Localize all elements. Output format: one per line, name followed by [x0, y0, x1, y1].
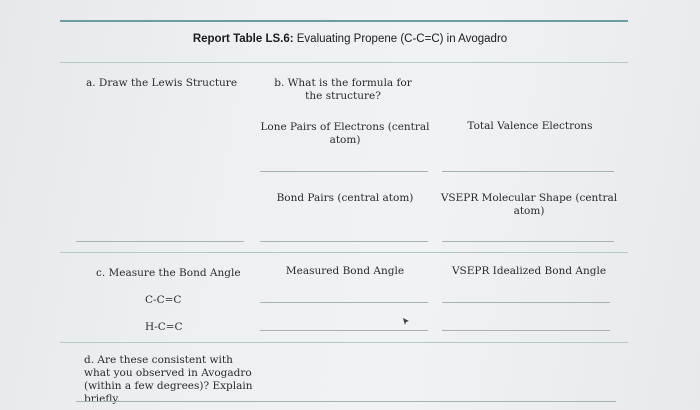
total-valence-answer-line[interactable] — [442, 171, 614, 172]
measured-angle-header: Measured Bond Angle — [285, 265, 405, 277]
lone-pairs-answer-line[interactable] — [260, 171, 428, 172]
title-bottom-rule — [60, 62, 628, 63]
section-divider-2 — [60, 342, 628, 343]
bond-pairs-answer-line[interactable] — [260, 241, 428, 242]
idealized-angle-header: VSEPR Idealized Bond Angle — [451, 265, 607, 277]
report-title-bold: Report Table LS.6: — [192, 33, 294, 45]
formula-label: b. What is the formula for the structure? — [274, 77, 412, 102]
lewis-structure-answer-line[interactable] — [76, 241, 244, 242]
ccc-measured-answer-line[interactable] — [260, 302, 428, 303]
angle-row-ccc-label: C-C=C — [145, 294, 182, 306]
bond-pairs-label: Bond Pairs (central atom) — [276, 192, 414, 204]
hcc-measured-answer-line[interactable] — [260, 330, 428, 331]
consistency-question: d. Are these consistent with what you observed in Avogadro (within a few degrees)? Explain briefly. — [84, 354, 253, 405]
section-divider-1 — [60, 252, 628, 253]
report-title — [0, 33, 700, 45]
total-valence-label: Total Valence Electrons — [467, 120, 593, 132]
mouse-cursor-icon — [402, 317, 411, 327]
lone-pairs-label: Lone Pairs of Electrons (central atom) — [260, 121, 430, 146]
hcc-idealized-answer-line[interactable] — [442, 330, 610, 331]
angle-row-hcc-label: H-C=C — [145, 321, 183, 333]
ccc-idealized-answer-line[interactable] — [442, 302, 610, 303]
vsepr-shape-answer-line[interactable] — [442, 241, 614, 242]
report-title-rest: Evaluating Propene (C-C=C) in Avogadro — [293, 33, 508, 45]
lewis-structure-label: a. Draw the Lewis Structure — [86, 77, 238, 89]
vsepr-shape-label: VSEPR Molecular Shape (central atom) — [440, 192, 618, 217]
consistency-answer-line[interactable] — [76, 401, 616, 402]
bond-angle-label: c. Measure the Bond Angle — [96, 267, 241, 279]
top-rule — [60, 20, 628, 22]
